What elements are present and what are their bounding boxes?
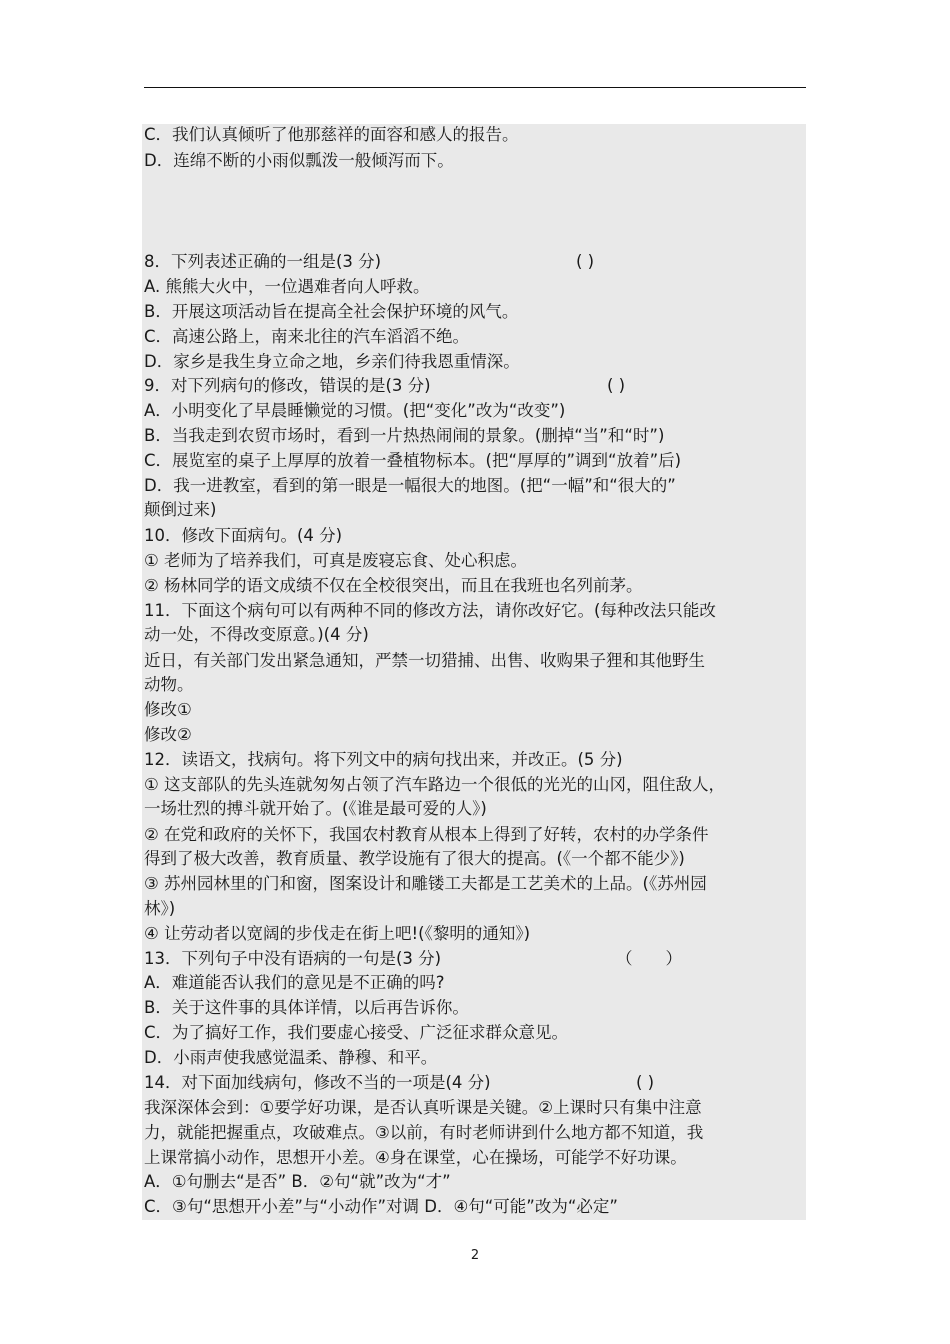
text-line: 一场壮烈的搏斗就开始了。(《谁是最可爱的人》): [144, 799, 487, 818]
text-line: B．当我走到农贸市场时，看到一片热热闹闹的景象。(删掉“当”和“时”): [144, 426, 665, 445]
page-number: 2: [470, 1248, 480, 1263]
text-line: 动一处，不得改变原意。)(4 分): [144, 625, 369, 644]
question-10: 10．修改下面病句。(4 分): [144, 526, 343, 545]
text-line: 林》): [144, 899, 176, 918]
text-line: A．小明变化了早晨睡懒觉的习惯。(把“变化”改为“改变”): [144, 401, 566, 420]
text-line: D．连绵不断的小雨似瓢泼一般倾泻而下。: [144, 151, 454, 170]
text-line: 修改②: [144, 725, 192, 744]
text-line: C．③句“思想开小差”与“小动作”对调 D．④句“可能”改为“必定”: [144, 1197, 618, 1216]
answer-bracket-q13: （ ）: [616, 949, 682, 968]
question-9: 9．对下列病句的修改，错误的是(3 分): [144, 376, 431, 395]
text-line: D．家乡是我生身立命之地，乡亲们待我恩重情深。: [144, 352, 520, 371]
text-line: ③ 苏州园林里的门和窗，图案设计和雕镂工夫都是工艺美术的上品。(《苏州园: [144, 874, 707, 893]
question-11: 11．下面这个病句可以有两种不同的修改方法，请你改好它。(每种改法只能改: [144, 601, 716, 620]
text-line: C．为了搞好工作，我们要虚心接受、广泛征求群众意见。: [144, 1023, 569, 1042]
text-line: ① 这支部队的先头连就匆匆占领了汽车路边一个很低的光光的山冈，阻住敌人，: [144, 775, 726, 794]
text-line: A．难道能否认我们的意见是不正确的吗?: [144, 973, 445, 992]
text-line: A. 熊熊大火中，一位遇难者向人呼救。: [144, 277, 430, 296]
answer-bracket-q9: ( ): [607, 376, 626, 395]
document-body: [142, 124, 806, 1220]
text-line: ② 杨林同学的语文成绩不仅在全校很突出，而且在我班也名列前茅。: [144, 576, 643, 595]
text-line: C．高速公路上，南来北往的汽车滔滔不绝。: [144, 327, 470, 346]
text-line: ① 老师为了培养我们，可真是废寝忘食、处心积虑。: [144, 551, 528, 570]
question-8: 8．下列表述正确的一组是(3 分): [144, 252, 382, 271]
question-14: 14．对下面加线病句，修改不当的一项是(4 分): [144, 1073, 491, 1092]
text-line: 得到了极大改善，教育质量、教学设施有了很大的提高。(《一个都不能少》): [144, 849, 685, 868]
question-12: 12．读语文，找病句。将下列文中的病句找出来，并改正。(5 分): [144, 750, 623, 769]
text-line: B．关于这件事的具体详情，以后再告诉你。: [144, 998, 469, 1017]
text-line: ④ 让劳动者以宽阔的步伐走在街上吧!(《黎明的通知》): [144, 924, 531, 943]
text-line: C．展览室的桌子上厚厚的放着一叠植物标本。(把“厚厚的”调到“放着”后): [144, 451, 682, 470]
header-rule: [144, 87, 806, 88]
text-line: ② 在党和政府的关怀下，我国农村教育从根本上得到了好转，农村的办学条件: [144, 825, 709, 844]
text-line: 动物。: [144, 675, 194, 694]
answer-bracket-q8: ( ): [576, 252, 595, 271]
text-line: 修改①: [144, 700, 192, 719]
text-line: B．开展这项活动旨在提高全社会保护环境的风气。: [144, 302, 519, 321]
text-line: D．我一进教室，看到的第一眼是一幅很大的地图。(把“一幅”和“很大的”: [144, 476, 676, 495]
text-line: 近日，有关部门发出紧急通知，严禁一切猎捕、出售、收购果子狸和其他野生: [144, 651, 705, 670]
text-line: 我深深体会到：①要学好功课，是否认真听课是关键。②上课时只有集中注意: [144, 1098, 702, 1117]
text-line: A．①句删去“是否” B．②句“就”改为“才”: [144, 1172, 451, 1191]
text-line: C．我们认真倾听了他那慈祥的面容和感人的报告。: [144, 125, 519, 144]
answer-bracket-q14: ( ): [636, 1073, 655, 1092]
text-line: 颠倒过来): [144, 500, 217, 519]
text-line: 力，就能把握重点，攻破难点。③以前，有时老师讲到什么地方都不知道，我: [144, 1123, 704, 1142]
question-13: 13．下列句子中没有语病的一句是(3 分): [144, 949, 442, 968]
text-line: 上课常搞小动作，思想开小差。④身在课堂，心在操场，可能学不好功课。: [144, 1148, 687, 1167]
text-line: D．小雨声使我感觉温柔、静穆、和平。: [144, 1048, 438, 1067]
